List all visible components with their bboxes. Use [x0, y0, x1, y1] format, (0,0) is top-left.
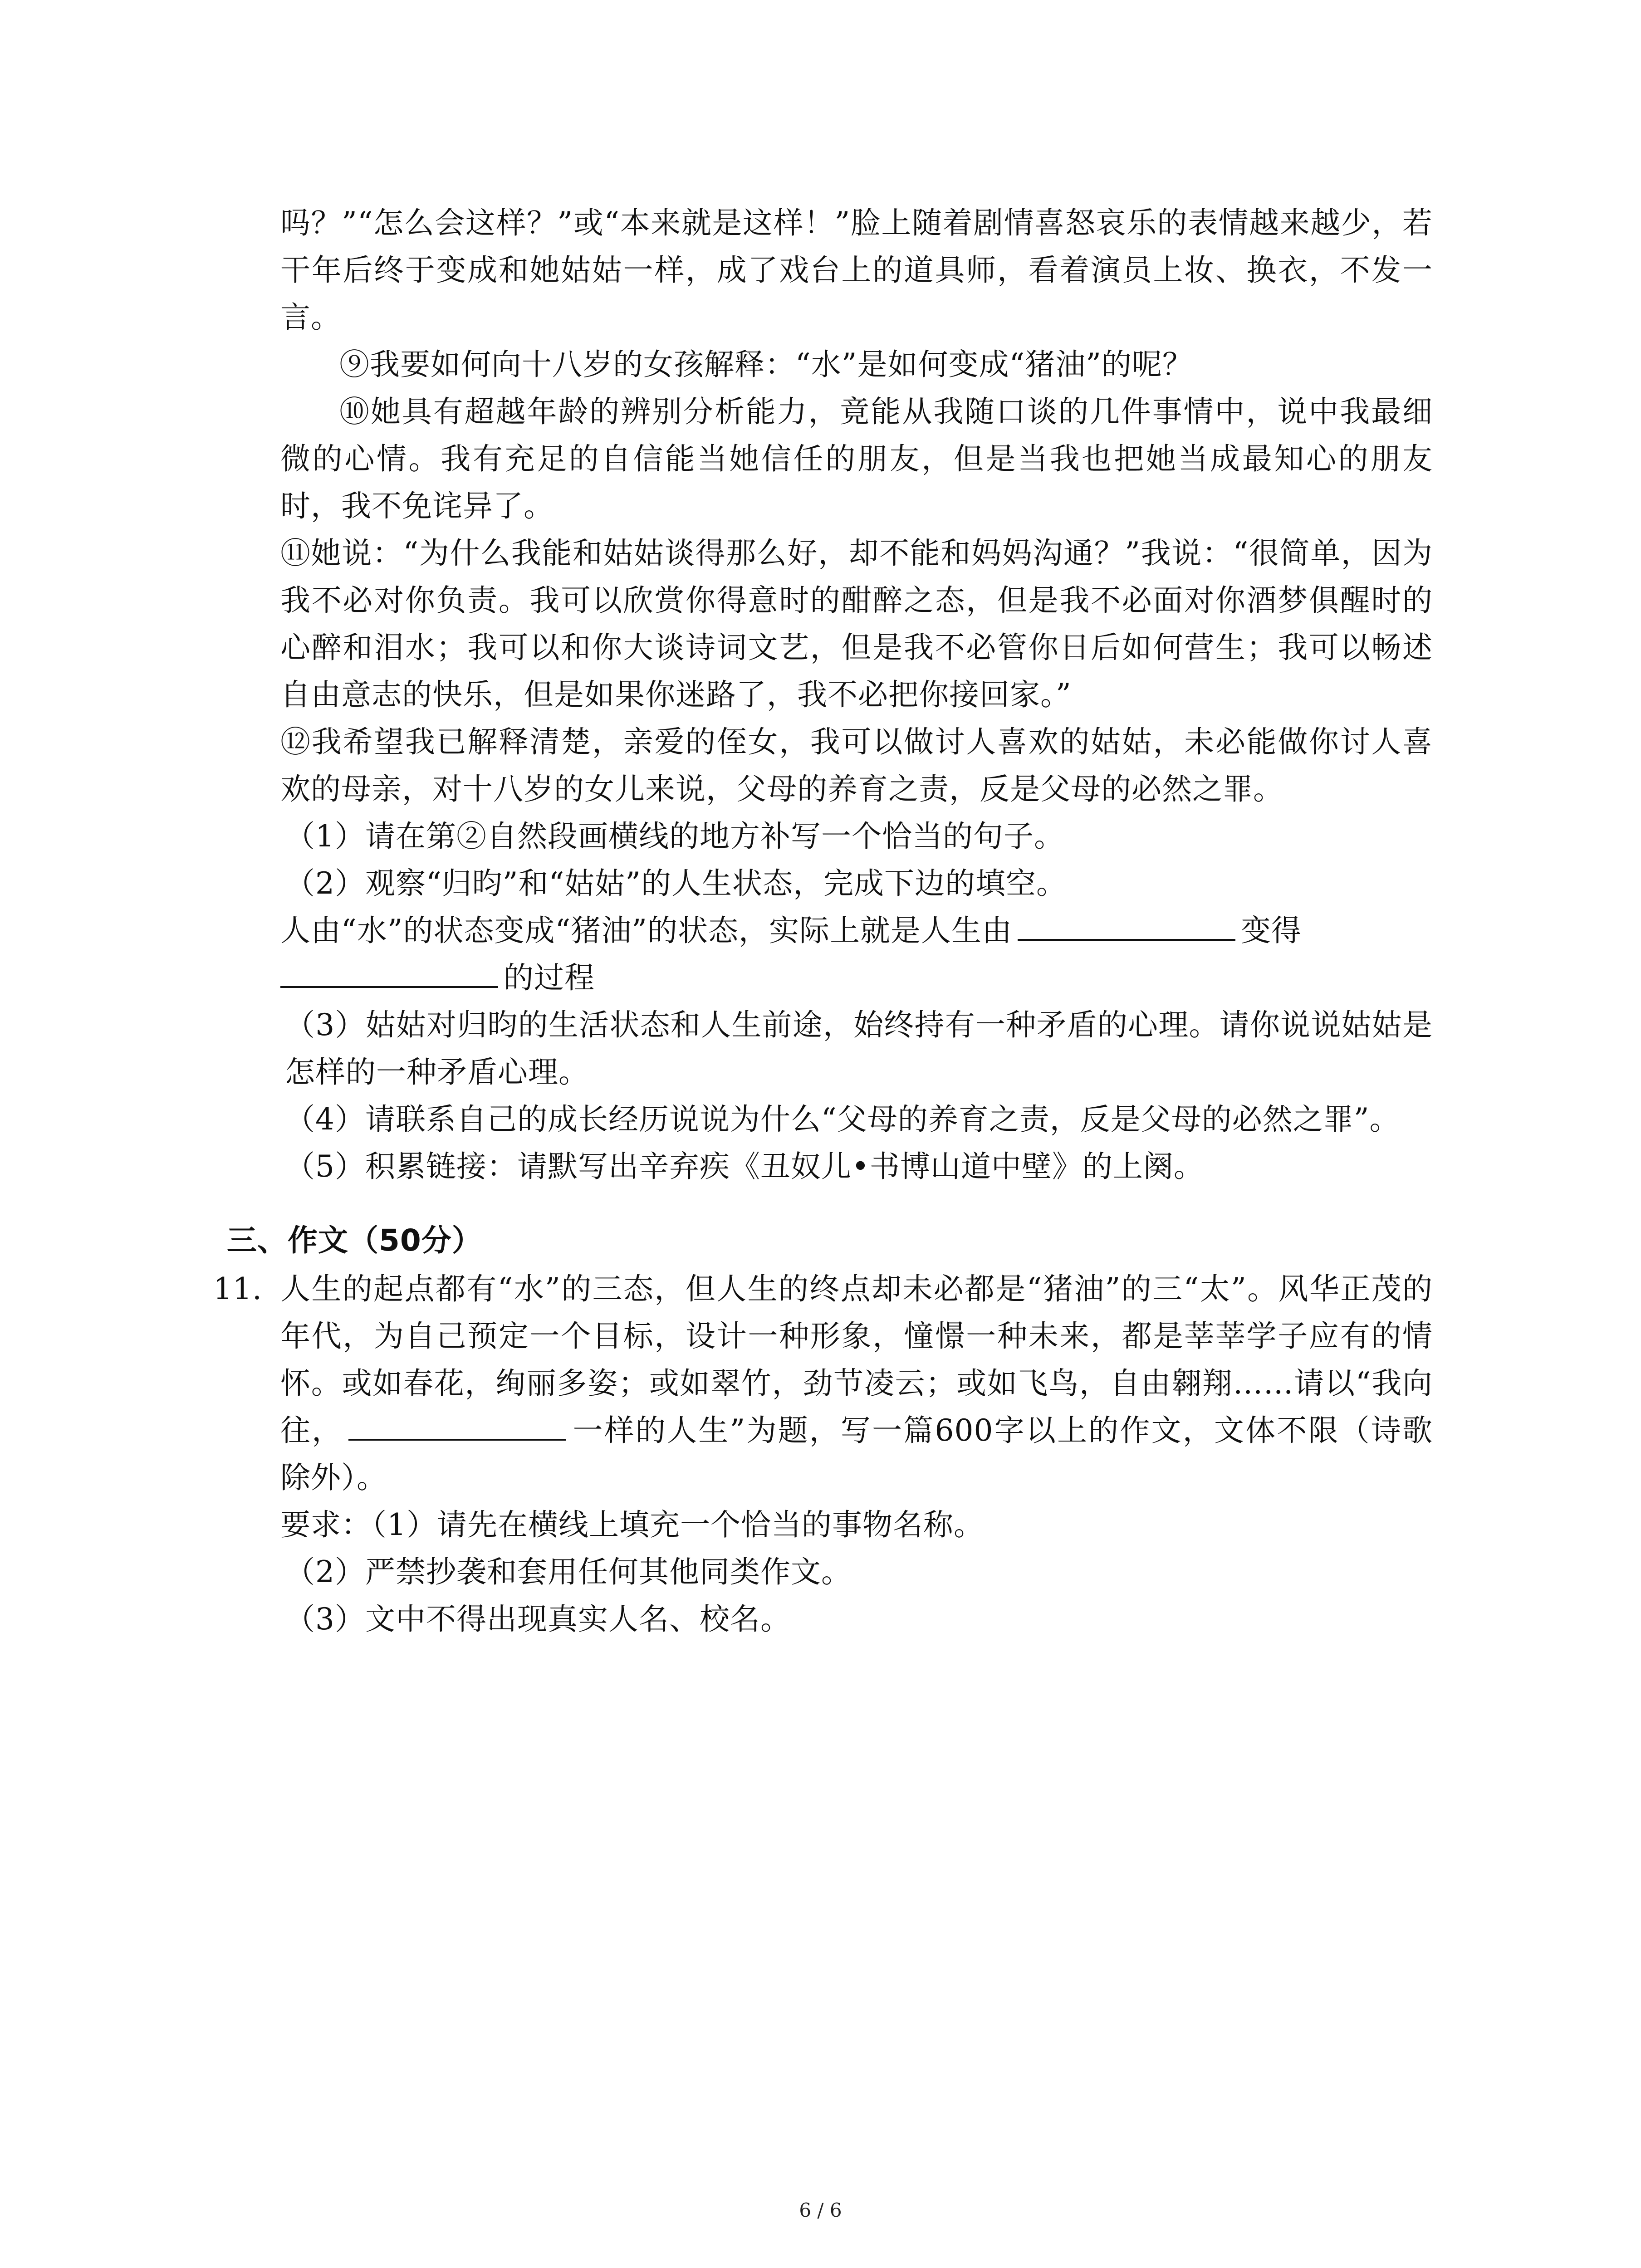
question-5: （5）积累链接：请默写出辛弃疾《丑奴儿•书博山道中壁》的上阕。 [285, 1149, 1204, 1184]
question-2: （2）观察“归昀”和“姑姑”的人生状态，完成下边的填空。 [285, 866, 1067, 901]
answer-blank-1[interactable] [1018, 912, 1235, 941]
question-4: （4）请联系自己的成长经历说说为什么“父母的养育之责，反是父母的必然之罪”。 [285, 1102, 1400, 1137]
question-2-fill-text-c: 的过程 [504, 960, 595, 995]
question-2-fill-text-b: 变得 [1240, 913, 1302, 948]
passage-paragraph-8-end: 吗？”“怎么会这样？”或“本来就是这样！”脸上随着剧情喜怒哀乐的表情越来越少，若干年后终于变成和她姑姑一样，成了戏台上的道具师，看着演员上妆、换衣，不发一言。 [280, 205, 1433, 335]
essay-prompt-text-b: 一样的人生”为题，写一篇600字以上的作文，文体不限（诗歌除外）。 [280, 1413, 1433, 1495]
essay-prompt [280, 1266, 1433, 1501]
essay-requirement-2: （2）严禁抄袭和套用任何其他同类作文。 [285, 1554, 852, 1589]
answer-blank-2[interactable] [280, 959, 498, 988]
question-11-number: 11. [213, 1271, 262, 1306]
question-2-fill-line-2 [280, 954, 1433, 1002]
question-2-fill-text-a: 人由“水”的状态变成“猪油”的状态，实际上就是人生由 [280, 913, 1012, 948]
essay-prompt-text-a: 人生的起点都有“水”的三态，但人生的终点却未必都是“猪油”的三“太”。风华正茂的年代，为自己预定一个目标，设计一种形象，憧憬一种未来，都是莘莘学子应有的情怀。或如春花，绚丽多姿；或如翠竹，劲节凌云；或如飞鸟，自由翱翔……请以“我向往， [280, 1271, 1433, 1448]
essay-requirement-3: （3）文中不得出现真实人名、校名。 [285, 1602, 791, 1637]
question-1: （1）请在第②自然段画横线的地方补写一个恰当的句子。 [285, 819, 1064, 854]
essay-title-blank[interactable] [348, 1412, 566, 1441]
question-11 [213, 1266, 1433, 1643]
passage-paragraph-11: ⑪她说：“为什么我能和姑姑谈得那么好，却不能和妈妈沟通？”我说：“很简单，因为我不必对你负责。我可以欣赏你得意时的酣醉之态，但是我不必面对你酒梦俱醒时的心醉和泪水；我可以和你大谈诗词文艺，但是我不必管你日后如何营生；我可以畅述自由意志的快乐，但是如果你迷路了，我不必把你接回家。” [280, 536, 1433, 712]
passage-paragraph-10: ⑩她具有超越年龄的辨别分析能力，竟能从我随口谈的几件事情中，说中我最细微的心情。我有充足的自信能当她信任的朋友，但是当我也把她当成最知心的朋友时，我不免诧异了。 [280, 394, 1433, 523]
page-number: 6 / 6 [799, 2199, 842, 2221]
question-2-fill-line [280, 907, 1433, 954]
passage-paragraph-12: ⑫我希望我已解释清楚，亲爱的侄女，我可以做讨人喜欢的姑姑，未必能做你讨人喜欢的母亲，对十八岁的女儿来说，父母的养育之责，反是父母的必然之罪。 [280, 724, 1433, 807]
page-content [213, 200, 1433, 1643]
section-3-title: 三、作文（50分） [227, 1223, 482, 1258]
passage-paragraph-9: ⑨我要如何向十八岁的女孩解释：“水”是如何变成“猪油”的呢？ [339, 347, 1193, 382]
question-3: （3）姑姑对归昀的生活状态和人生前途，始终持有一种矛盾的心理。请你说说姑姑是怎样的一种矛盾心理。 [285, 1007, 1433, 1090]
essay-requirement-1: 要求：（1）请先在横线上填充一个恰当的事物名称。 [280, 1507, 984, 1542]
